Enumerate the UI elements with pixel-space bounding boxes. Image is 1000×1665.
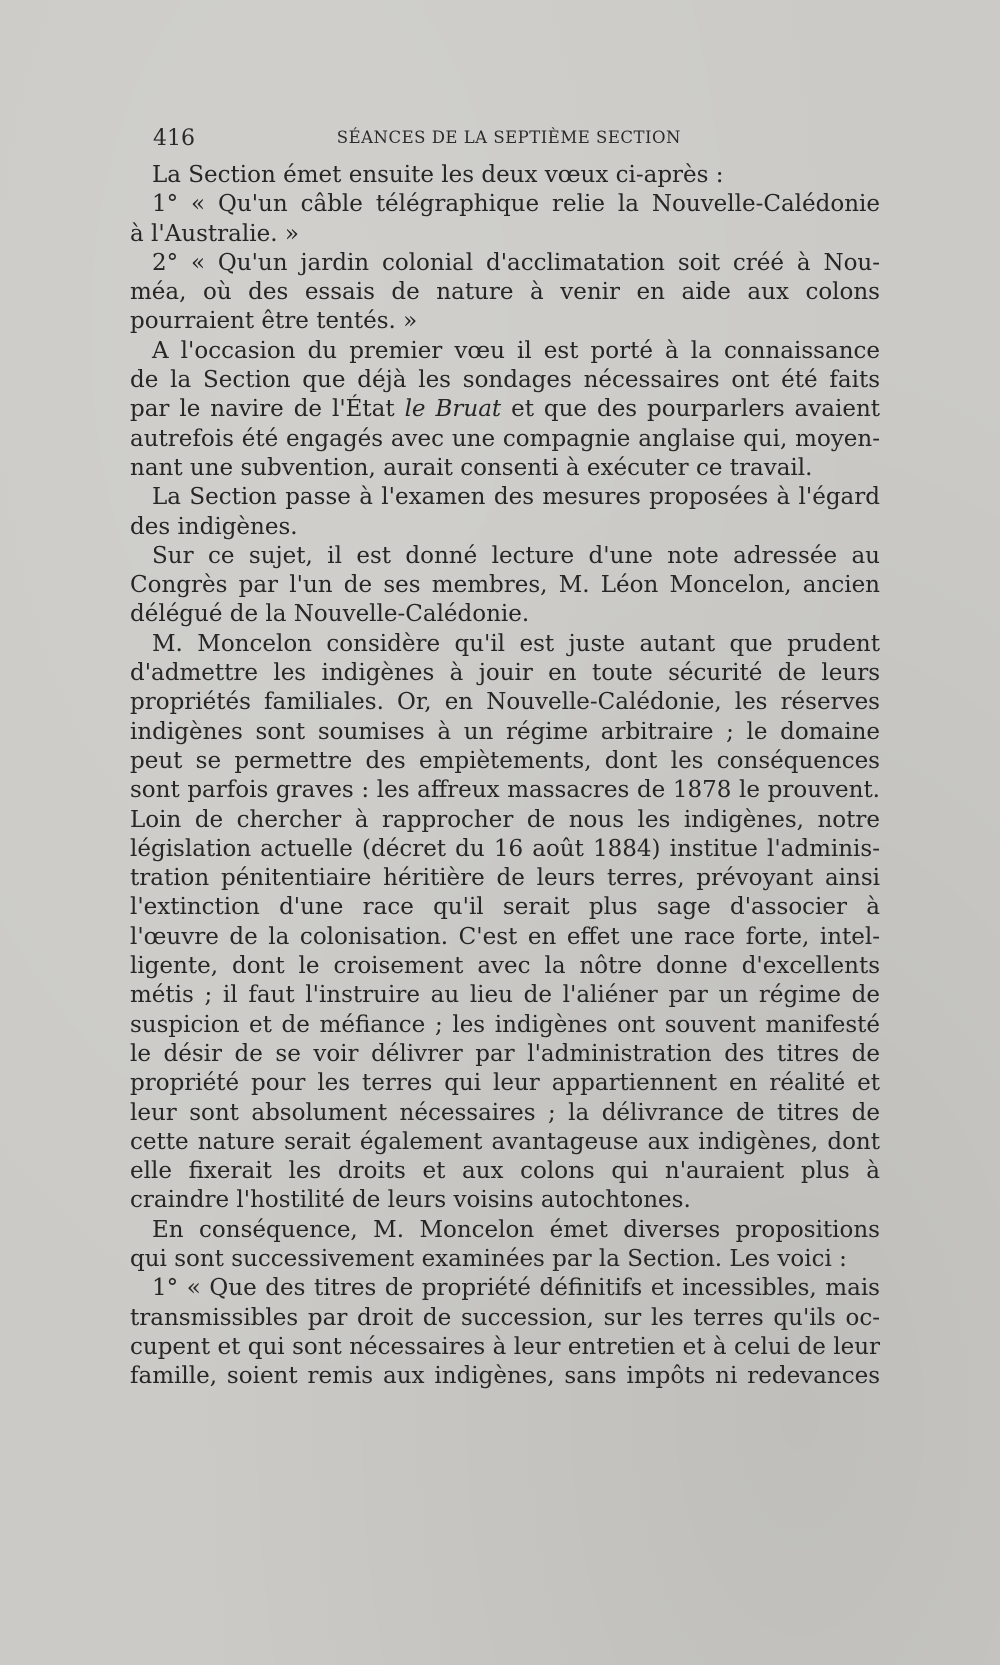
text-line: famille, soient remis aux indigènes, sans impôts ni redevances: [130, 1363, 880, 1390]
text-line: tration pénitentiaire héritière de leurs terres, prévoyant ainsi: [130, 865, 880, 892]
page-number: 416: [153, 126, 195, 151]
text-line: des indigènes.: [130, 513, 298, 540]
text-line: autrefois été engagés avec une compagnie anglaise qui, moyen-: [130, 425, 880, 452]
text-line: propriétés familiales. Or, en Nouvelle-Calédonie, les réserves: [130, 689, 880, 716]
text-line: cette nature serait également avantageuse aux indigènes, dont: [130, 1128, 880, 1155]
text-line: craindre l'hostilité de leurs voisins autochtones.: [130, 1187, 691, 1214]
text-line: 1° « Que des titres de propriété définitifs et incessibles, mais: [152, 1275, 880, 1302]
text-line: Sur ce sujet, il est donné lecture d'une note adressée au: [152, 542, 880, 569]
text-line: nant une subvention, aurait consenti à exécuter ce travail.: [130, 454, 813, 481]
text-line: cupent et qui sont nécessaires à leur entretien et à celui de leur: [130, 1333, 880, 1360]
text-line: peut se permettre des empiètements, dont les conséquences: [130, 747, 880, 774]
text-line: La Section émet ensuite les deux vœux ci-après :: [152, 162, 724, 188]
text-line: de la Section que déjà les sondages nécessaires ont été faits: [130, 367, 880, 394]
text-line: Congrès par l'un de ses membres, M. Léon Moncelon, ancien: [130, 572, 880, 599]
ship-name: le Bruat: [404, 396, 502, 423]
text-line: qui sont successivement examinées par la Section. Les voici :: [130, 1245, 847, 1272]
text-line: l'œuvre de la colonisation. C'est en effet une race forte, intel-: [130, 923, 880, 950]
running-head: SÉANCES DE LA SEPTIÈME SECTION: [336, 128, 681, 147]
text-line: ligente, dont le croisement avec la nôtre donne d'excellents: [130, 953, 880, 980]
text-line: à l'Australie. »: [130, 220, 299, 247]
text-line: elle fixerait les droits et aux colons qui n'auraient plus à: [130, 1158, 880, 1185]
text-line: sont parfois graves : les affreux massacres de 1878 le prouvent.: [130, 777, 880, 804]
text-line: d'admettre les indigènes à jouir en toute sécurité de leurs: [130, 660, 880, 687]
text-line: transmissibles par droit de succession, sur les terres qu'ils oc-: [130, 1304, 880, 1331]
text-line: A l'occasion du premier vœu il est porté à la connaissance: [152, 337, 880, 364]
text-line: métis ; il faut l'instruire au lieu de l'aliéner par un régime de: [130, 982, 880, 1009]
text-line: suspicion et de méfiance ; les indigènes ont souvent manifesté: [130, 1011, 880, 1038]
text-line: le désir de se voir délivrer par l'administration des titres de: [130, 1040, 880, 1067]
text-segment: et que des pourparlers avaient: [501, 396, 880, 423]
text-line: législation actuelle (décret du 16 août 1884) institue l'adminis-: [130, 835, 880, 862]
text-line: En conséquence, M. Moncelon émet diverses propositions: [152, 1216, 880, 1243]
page-header: [153, 126, 681, 156]
text-segment: par le navire de l'État: [130, 396, 405, 423]
text-line: méa, où des essais de nature à venir en aide aux colons: [130, 279, 880, 306]
text-line: [130, 395, 880, 424]
text-line: indigènes sont soumises à un régime arbitraire ; le domaine: [130, 718, 880, 745]
text-line: La Section passe à l'examen des mesures proposées à l'égard: [152, 484, 880, 511]
text-line: pourraient être tentés. »: [130, 308, 418, 335]
text-line: leur sont absolument nécessaires ; la délivrance de titres de: [130, 1099, 880, 1126]
text-line: 2° « Qu'un jardin colonial d'acclimatation soit créé à Nou-: [152, 249, 880, 276]
text-line: propriété pour les terres qui leur appartiennent en réalité et: [130, 1070, 880, 1097]
text-line: 1° « Qu'un câble télégraphique relie la Nouvelle-Calédonie: [152, 191, 880, 218]
text-line: délégué de la Nouvelle-Calédonie.: [130, 601, 530, 628]
body-text: [130, 161, 880, 1391]
text-line: M. Moncelon considère qu'il est juste autant que prudent: [152, 630, 880, 657]
text-line: Loin de chercher à rapprocher de nous les indigènes, notre: [130, 806, 880, 833]
text-line: l'extinction d'une race qu'il serait plus sage d'associer à: [130, 894, 880, 921]
